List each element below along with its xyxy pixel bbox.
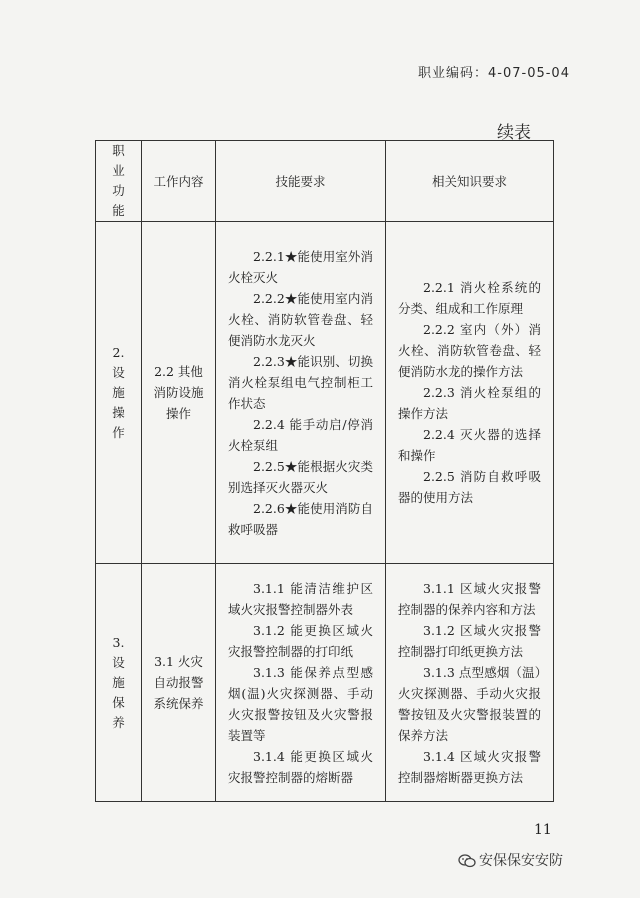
knowledge-item: 2.2.3 消火栓泵组的操作方法 (398, 385, 541, 421)
page-number: 11 (534, 822, 552, 838)
work-cell: 2.2 其他消防设施操作 (142, 222, 216, 564)
knowledge-item: 2.2.5 消防自救呼吸器的使用方法 (398, 469, 541, 505)
skill-item: 3.1.1 能清洁维护区域火灾报警控制器外表 (228, 580, 373, 617)
skill-item: 2.2.2★能使用室内消火栓、消防软管卷盘、轻便消防水龙灭火 (228, 290, 373, 348)
skill-item: 3.1.4 能更换区域火灾报警控制器的熔断器 (228, 748, 373, 785)
knowledge-item: 3.1.4 区域火灾报警控制器熔断器更换方法 (398, 748, 541, 785)
header-function: 职业功能 (96, 141, 142, 222)
table-header-row (96, 141, 554, 222)
watermark-text: 安保保安安防 (479, 853, 563, 869)
occupation-code: 职业编码：4-07-05-04 (418, 66, 570, 81)
skill-item: 2.2.1★能使用室外消火栓灭火 (228, 248, 373, 285)
skills-cell (216, 564, 386, 802)
skill-item: 2.2.5★能根据火灾类别选择灭火器灭火 (228, 458, 373, 495)
knowledge-item: 2.2.4 灭火器的选择和操作 (398, 427, 541, 463)
knowledge-item: 3.1.2 区域火灾报警控制器打印纸更换方法 (398, 622, 541, 659)
table-row (96, 564, 554, 802)
table-row (96, 222, 554, 564)
skill-item: 2.2.6★能使用消防自救呼吸器 (228, 500, 373, 537)
header-work: 工作内容 (142, 141, 216, 222)
function-cell: 2. 设施操作 (96, 222, 142, 564)
continued-label: 续表 (497, 123, 531, 143)
skill-item: 2.2.4 能手动启/停消火栓泵组 (228, 416, 373, 453)
header-knowledge: 相关知识要求 (386, 141, 554, 222)
knowledge-cell (386, 564, 554, 802)
header-skills: 技能要求 (216, 141, 386, 222)
knowledge-item: 2.2.2 室内（外）消火栓、消防软管卷盘、轻便消防水龙的操作方法 (398, 322, 541, 379)
knowledge-item: 2.2.1 消火栓系统的分类、组成和工作原理 (398, 280, 541, 316)
function-cell: 3. 设施保养 (96, 564, 142, 802)
skill-item: 3.1.2 能更换区域火灾报警控制器的打印纸 (228, 622, 373, 659)
watermark (458, 850, 563, 870)
wechat-icon (458, 854, 476, 868)
work-cell: 3.1 火灾自动报警系统保养 (142, 564, 216, 802)
knowledge-cell (386, 222, 554, 564)
skills-table (95, 140, 554, 802)
skills-cell (216, 222, 386, 564)
knowledge-item: 3.1.3 点型感烟（温）火灾探测器、手动火灾报警按钮及火灾警报装置的保养方法 (398, 664, 541, 743)
skill-item: 3.1.3 能保养点型感烟(温)火灾探测器、手动火灾报警按钮及火灾警报装置等 (228, 664, 373, 743)
knowledge-item: 3.1.1 区域火灾报警控制器的保养内容和方法 (398, 580, 541, 617)
skill-item: 2.2.3★能识别、切换消火栓泵组电气控制柜工作状态 (228, 353, 373, 411)
